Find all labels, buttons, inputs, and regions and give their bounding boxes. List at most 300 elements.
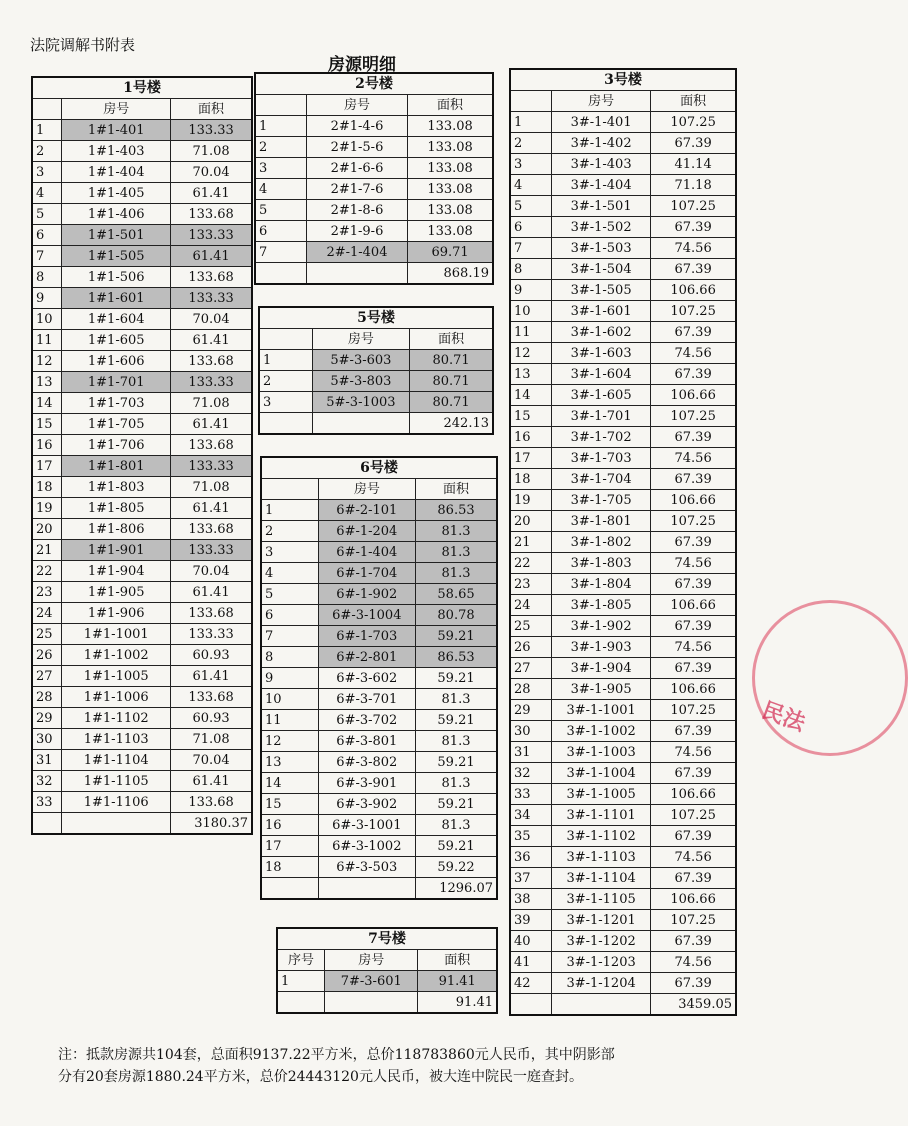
room-area: 61.41 [171,771,252,792]
table-row [32,372,252,393]
building-5-name: 5号楼 [259,307,493,329]
row-number: 4 [510,175,551,196]
room-number: 1#1-1106 [62,792,171,813]
row-number: 10 [261,689,318,710]
room-number: 3#-1-902 [551,616,650,637]
table-row [510,847,736,868]
room-area: 133.68 [171,204,252,225]
row-number: 1 [510,112,551,133]
table-row [261,752,497,773]
row-number: 33 [510,784,551,805]
table-row [259,350,493,371]
room-number: 3#-1-705 [551,490,650,511]
building-3-name: 3号楼 [510,69,736,91]
room-number: 3#-1-402 [551,133,650,154]
room-area: 133.68 [171,435,252,456]
table-row [32,792,252,813]
room-number: 3#-1-403 [551,154,650,175]
room-area: 133.33 [171,624,252,645]
area-header: 面积 [171,99,252,120]
room-number: 1#1-805 [62,498,171,519]
room-area: 106.66 [651,889,736,910]
table-row [510,931,736,952]
row-number: 21 [510,532,551,553]
row-number: 18 [510,469,551,490]
row-number: 20 [32,519,62,540]
table-row [32,687,252,708]
room-area: 81.3 [416,521,497,542]
row-number: 18 [32,477,62,498]
room-area: 133.08 [408,200,493,221]
row-number: 14 [510,385,551,406]
room-area: 67.39 [651,322,736,343]
room-area: 71.08 [171,477,252,498]
table-row [32,624,252,645]
row-number: 8 [32,267,62,288]
row-number: 21 [32,540,62,561]
table-row [261,836,497,857]
seal-text: 民法 [758,697,809,737]
room-area: 61.41 [171,330,252,351]
seq-header [510,91,551,112]
table-row [510,763,736,784]
footer-line-2: 分有20套房源1880.24平方米，总价24443120元人民币，被大连中院民一庭查封。 [58,1069,583,1085]
room-number: 6#-1-703 [318,626,415,647]
row-number: 3 [255,158,306,179]
table-row [510,679,736,700]
table-row [510,784,736,805]
room-number: 1#1-905 [62,582,171,603]
row-number: 3 [32,162,62,183]
table-row [261,605,497,626]
row-number: 38 [510,889,551,910]
table-row [510,637,736,658]
row-number: 17 [32,456,62,477]
table-row [261,584,497,605]
room-area: 67.39 [651,763,736,784]
table-row [32,456,252,477]
room-area: 61.41 [171,582,252,603]
room-number: 1#1-703 [62,393,171,414]
table-row [261,857,497,878]
table-row [255,179,493,200]
row-number: 10 [32,309,62,330]
room-area: 61.41 [171,666,252,687]
area-header: 面积 [410,329,493,350]
table-row [510,511,736,532]
room-number: 3#-1-1003 [551,742,650,763]
table-row [32,561,252,582]
row-number: 6 [255,221,306,242]
room-area: 67.39 [651,364,736,385]
table-row [32,120,252,141]
row-number: 16 [261,815,318,836]
room-area: 106.66 [651,490,736,511]
room-area: 86.53 [416,500,497,521]
room-number: 3#-1-1102 [551,826,650,847]
table-row [510,196,736,217]
room-number: 3#-1-603 [551,343,650,364]
room-area: 80.78 [416,605,497,626]
room-number: 3#-1-504 [551,259,650,280]
room-number: 3#-1-1202 [551,931,650,952]
room-area: 133.33 [171,225,252,246]
room-header: 房号 [318,479,415,500]
room-area: 69.71 [408,242,493,263]
attachment-title: 法院调解书附表 [30,36,136,54]
room-area: 106.66 [651,784,736,805]
row-number: 30 [510,721,551,742]
row-number: 15 [510,406,551,427]
row-number: 32 [510,763,551,784]
row-number: 17 [261,836,318,857]
table-row [32,498,252,519]
row-number: 2 [259,371,312,392]
row-number: 22 [510,553,551,574]
room-number: 6#-3-503 [318,857,415,878]
row-number: 15 [32,414,62,435]
table-row [255,200,493,221]
room-area: 71.08 [171,729,252,750]
room-number: 3#-1-605 [551,385,650,406]
row-number: 6 [510,217,551,238]
row-number: 7 [510,238,551,259]
room-number: 1#1-906 [62,603,171,624]
room-area: 61.41 [171,414,252,435]
room-number: 1#1-801 [62,456,171,477]
row-number: 25 [510,616,551,637]
area-header: 面积 [651,91,736,112]
room-area: 133.33 [171,120,252,141]
room-area: 81.3 [416,542,497,563]
building-2-total: 868.19 [408,263,493,285]
row-number: 12 [261,731,318,752]
room-number: 3#-1-1005 [551,784,650,805]
table-row [259,371,493,392]
room-area: 81.3 [416,563,497,584]
row-number: 41 [510,952,551,973]
area-header: 面积 [418,950,497,971]
table-row [510,259,736,280]
row-number: 29 [32,708,62,729]
room-area: 67.39 [651,574,736,595]
table-row [510,175,736,196]
table-row [255,116,493,137]
building-3-total: 3459.05 [651,994,736,1016]
table-row [261,647,497,668]
room-area: 67.39 [651,973,736,994]
room-number: 1#1-1006 [62,687,171,708]
row-number: 7 [32,246,62,267]
room-area: 74.56 [651,742,736,763]
table-row [510,826,736,847]
table-row [261,563,497,584]
room-area: 133.08 [408,116,493,137]
room-area: 74.56 [651,238,736,259]
row-number: 16 [32,435,62,456]
room-number: 1#1-1005 [62,666,171,687]
table-row [510,133,736,154]
table-row [510,805,736,826]
room-number: 3#-1-1203 [551,952,650,973]
room-number: 3#-1-805 [551,595,650,616]
room-header: 房号 [325,950,418,971]
table-row [261,521,497,542]
row-number: 4 [261,563,318,584]
room-area: 59.21 [416,794,497,815]
table-row [510,574,736,595]
building-7-name: 7号楼 [277,928,497,950]
row-number: 11 [32,330,62,351]
row-number: 9 [510,280,551,301]
room-number: 3#-1-503 [551,238,650,259]
table-row [261,689,497,710]
room-area: 107.25 [651,910,736,931]
room-number: 6#-3-702 [318,710,415,731]
room-number: 1#1-501 [62,225,171,246]
table-row [510,469,736,490]
room-area: 80.71 [410,350,493,371]
room-area: 71.18 [651,175,736,196]
row-number: 17 [510,448,551,469]
table-row [261,815,497,836]
table-row [510,364,736,385]
table-row [261,773,497,794]
room-number: 1#1-605 [62,330,171,351]
room-number: 3#-1-601 [551,301,650,322]
table-row [32,267,252,288]
room-area: 106.66 [651,280,736,301]
table-row [510,406,736,427]
seq-header [259,329,312,350]
room-number: 3#-1-801 [551,511,650,532]
room-area: 107.25 [651,301,736,322]
room-area: 59.21 [416,626,497,647]
room-area: 61.41 [171,183,252,204]
row-number: 23 [510,574,551,595]
row-number: 27 [510,658,551,679]
room-area: 133.68 [171,519,252,540]
row-number: 6 [32,225,62,246]
room-area: 133.33 [171,372,252,393]
room-number: 6#-3-1001 [318,815,415,836]
table-row [510,427,736,448]
row-number: 2 [261,521,318,542]
room-number: 3#-1-803 [551,553,650,574]
room-area: 81.3 [416,731,497,752]
room-area: 67.39 [651,532,736,553]
room-area: 107.25 [651,196,736,217]
table-row [32,225,252,246]
table-row [32,393,252,414]
room-area: 67.39 [651,721,736,742]
room-area: 107.25 [651,700,736,721]
room-number: 6#-1-704 [318,563,415,584]
room-area: 67.39 [651,133,736,154]
room-area: 133.33 [171,456,252,477]
table-row [32,309,252,330]
room-number: 1#1-803 [62,477,171,498]
room-number: 3#-1-501 [551,196,650,217]
room-number: 1#1-604 [62,309,171,330]
row-number: 1 [277,971,325,992]
row-number: 2 [255,137,306,158]
red-seal-stamp [752,600,908,756]
room-area: 59.21 [416,710,497,731]
room-number: 3#-1-1104 [551,868,650,889]
room-area: 81.3 [416,689,497,710]
room-area: 86.53 [416,647,497,668]
room-number: 1#1-701 [62,372,171,393]
room-number: 2#1-5-6 [306,137,407,158]
room-area: 71.08 [171,141,252,162]
seq-header: 序号 [277,950,325,971]
room-number: 6#-1-204 [318,521,415,542]
row-number: 29 [510,700,551,721]
table-row [261,794,497,815]
row-number: 42 [510,973,551,994]
table-row [510,385,736,406]
room-area: 67.39 [651,259,736,280]
table-row [32,708,252,729]
row-number: 13 [261,752,318,773]
table-row [32,582,252,603]
row-number: 37 [510,868,551,889]
room-number: 6#-3-1004 [318,605,415,626]
room-area: 133.08 [408,158,493,179]
room-area: 67.39 [651,217,736,238]
table-row [32,141,252,162]
footer-line-1: 注：抵款房源共104套，总面积9137.22平方米，总价118783860元人民币，其中阴影部 [58,1047,615,1063]
room-area: 58.65 [416,584,497,605]
table-row [510,238,736,259]
room-area: 133.68 [171,687,252,708]
room-number: 3#-1-1103 [551,847,650,868]
room-number: 3#-1-502 [551,217,650,238]
room-area: 70.04 [171,309,252,330]
table-row [261,668,497,689]
table-row [510,532,736,553]
room-area: 133.33 [171,540,252,561]
table-row [32,540,252,561]
building-7-total: 91.41 [418,992,497,1014]
row-number: 14 [32,393,62,414]
room-area: 107.25 [651,805,736,826]
room-number: 3#-1-802 [551,532,650,553]
row-number: 11 [261,710,318,731]
row-number: 14 [261,773,318,794]
room-area: 60.93 [171,708,252,729]
room-area: 133.68 [171,267,252,288]
row-number: 8 [510,259,551,280]
row-number: 5 [255,200,306,221]
room-number: 1#1-1103 [62,729,171,750]
room-number: 6#-1-902 [318,584,415,605]
room-area: 74.56 [651,952,736,973]
row-number: 12 [510,343,551,364]
room-number: 3#-1-1201 [551,910,650,931]
seq-header [32,99,62,120]
room-area: 80.71 [410,371,493,392]
row-number: 19 [32,498,62,519]
table-row [510,448,736,469]
room-number: 3#-1-602 [551,322,650,343]
table-row [32,435,252,456]
room-area: 59.21 [416,668,497,689]
room-number: 3#-1-604 [551,364,650,385]
row-number: 31 [510,742,551,763]
table-row [510,154,736,175]
row-number: 4 [255,179,306,200]
room-number: 6#-3-901 [318,773,415,794]
row-number: 25 [32,624,62,645]
room-header: 房号 [312,329,410,350]
row-number: 10 [510,301,551,322]
table-row [32,351,252,372]
room-number: 1#1-1001 [62,624,171,645]
room-area: 59.21 [416,752,497,773]
table-row [510,280,736,301]
table-row [510,301,736,322]
room-area: 107.25 [651,406,736,427]
table-row [255,242,493,263]
room-number: 3#-1-702 [551,427,650,448]
seq-header [261,479,318,500]
room-number: 3#-1-404 [551,175,650,196]
room-area: 60.93 [171,645,252,666]
room-number: 1#1-806 [62,519,171,540]
room-header: 房号 [551,91,650,112]
room-area: 61.41 [171,246,252,267]
row-number: 2 [32,141,62,162]
room-number: 5#-3-1003 [312,392,410,413]
table-row [32,246,252,267]
table-row [277,971,497,992]
room-number: 2#-1-404 [306,242,407,263]
row-number: 8 [261,647,318,668]
room-number: 1#1-405 [62,183,171,204]
table-row [32,750,252,771]
room-number: 3#-1-1105 [551,889,650,910]
room-area: 74.56 [651,847,736,868]
row-number: 3 [259,392,312,413]
row-number: 19 [510,490,551,511]
table-row [510,322,736,343]
room-area: 133.33 [171,288,252,309]
room-number: 1#1-1102 [62,708,171,729]
room-number: 6#-3-1002 [318,836,415,857]
row-number: 31 [32,750,62,771]
table-row [32,288,252,309]
room-number: 3#-1-1204 [551,973,650,994]
row-number: 9 [261,668,318,689]
building-1-table [31,76,253,835]
room-number: 2#1-6-6 [306,158,407,179]
room-number: 1#1-606 [62,351,171,372]
room-number: 3#-1-401 [551,112,650,133]
room-number: 3#-1-704 [551,469,650,490]
table-row [259,392,493,413]
room-area: 107.25 [651,112,736,133]
row-number: 12 [32,351,62,372]
row-number: 7 [261,626,318,647]
room-number: 1#1-505 [62,246,171,267]
table-row [32,183,252,204]
table-row [510,721,736,742]
table-row [255,158,493,179]
room-number: 3#-1-1004 [551,763,650,784]
table-row [32,729,252,750]
